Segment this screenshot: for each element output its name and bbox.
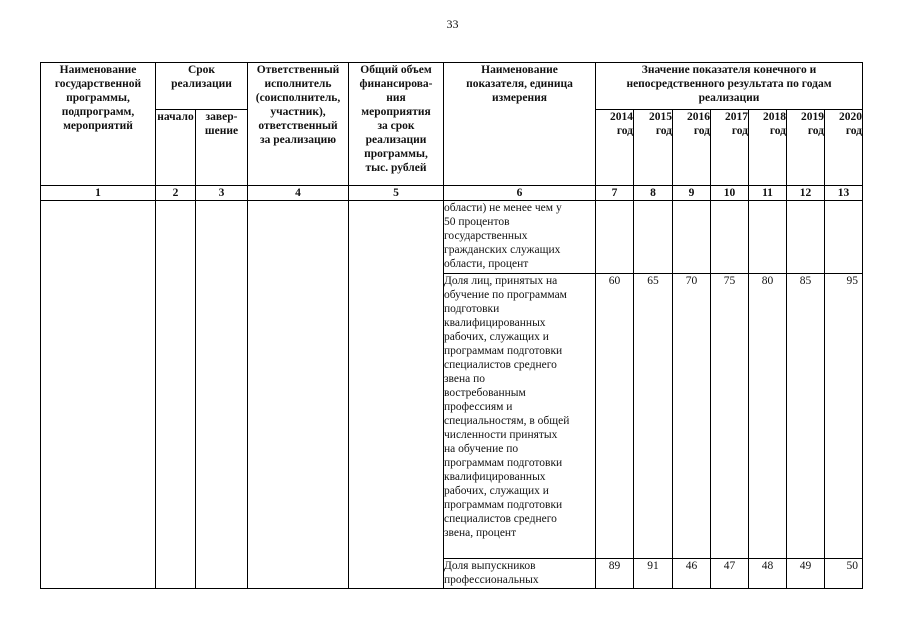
value-cell <box>634 201 673 274</box>
value-cell: 85 <box>787 274 825 559</box>
column-number-row <box>41 186 863 201</box>
column-number: 13 <box>825 186 863 201</box>
value-cell <box>787 201 825 274</box>
header-values: Значение показателя конечного и непосредственного результата по годам реализации <box>596 63 863 110</box>
responsible-cell <box>248 201 349 589</box>
page-number: 33 <box>446 17 459 31</box>
value-cell: 50 <box>825 559 863 589</box>
value-cell: 95 <box>825 274 863 559</box>
value-cell: 89 <box>596 559 634 589</box>
value-cell: 80 <box>749 274 787 559</box>
header-year-2015: 2015 год <box>634 110 673 186</box>
value-cell: 48 <box>749 559 787 589</box>
header-indicator: Наименование показателя, единица измерения <box>444 63 596 186</box>
header-year-2017: 2017 год <box>711 110 749 186</box>
column-number: 2 <box>156 186 196 201</box>
indicator-cell: Доля лиц, принятых на обучение по программам подготовки квалифицированных рабочих, служащих и программам подготовки специалистов среднего звена по востребованным профессиям и специальностям, в общей численности принятых на обучение по программам подготовки квалифицированных рабочих, служащих и программам подготовки специалистов среднего звена, процент <box>444 274 596 559</box>
funding-cell <box>349 201 444 589</box>
header-responsible: Ответственный исполнитель (соисполнитель, участник), ответственный за реализацию <box>248 63 349 186</box>
value-cell: 91 <box>634 559 673 589</box>
indicators-table <box>40 62 863 589</box>
value-cell: 70 <box>673 274 711 559</box>
column-number: 7 <box>596 186 634 201</box>
column-number: 5 <box>349 186 444 201</box>
end-cell <box>196 201 248 589</box>
value-cell: 60 <box>596 274 634 559</box>
table-row <box>41 201 863 274</box>
value-cell <box>825 201 863 274</box>
value-cell: 47 <box>711 559 749 589</box>
header-funding: Общий объем финансирова- ния мероприятия за срок реализации программы, тыс. рублей <box>349 63 444 186</box>
header-end: завер- шение <box>196 110 248 186</box>
column-number: 9 <box>673 186 711 201</box>
header-term: Срок реализации <box>156 63 248 110</box>
indicator-cell: Доля выпускников профессиональных <box>444 559 596 589</box>
column-number: 11 <box>749 186 787 201</box>
value-cell <box>711 201 749 274</box>
column-number: 12 <box>787 186 825 201</box>
header-year-2016: 2016 год <box>673 110 711 186</box>
start-cell <box>156 201 196 589</box>
column-number: 1 <box>41 186 156 201</box>
header-year-2020: 2020 год <box>825 110 863 186</box>
indicator-cell: области) не менее чем у 50 процентов государственных гражданских служащих области, процент <box>444 201 596 274</box>
value-cell <box>673 201 711 274</box>
column-number: 3 <box>196 186 248 201</box>
value-cell <box>596 201 634 274</box>
header-start: начало <box>156 110 196 186</box>
value-cell: 46 <box>673 559 711 589</box>
header-program-name: Наименование государственной программы, подпрограмм, мероприятий <box>41 63 156 186</box>
value-cell: 49 <box>787 559 825 589</box>
value-cell: 65 <box>634 274 673 559</box>
header-year-2019: 2019 год <box>787 110 825 186</box>
value-cell <box>749 201 787 274</box>
header-year-2014: 2014 год <box>596 110 634 186</box>
column-number: 10 <box>711 186 749 201</box>
column-number: 6 <box>444 186 596 201</box>
value-cell: 75 <box>711 274 749 559</box>
column-number: 4 <box>248 186 349 201</box>
header-year-2018: 2018 год <box>749 110 787 186</box>
column-number: 8 <box>634 186 673 201</box>
program-name-cell <box>41 201 156 589</box>
